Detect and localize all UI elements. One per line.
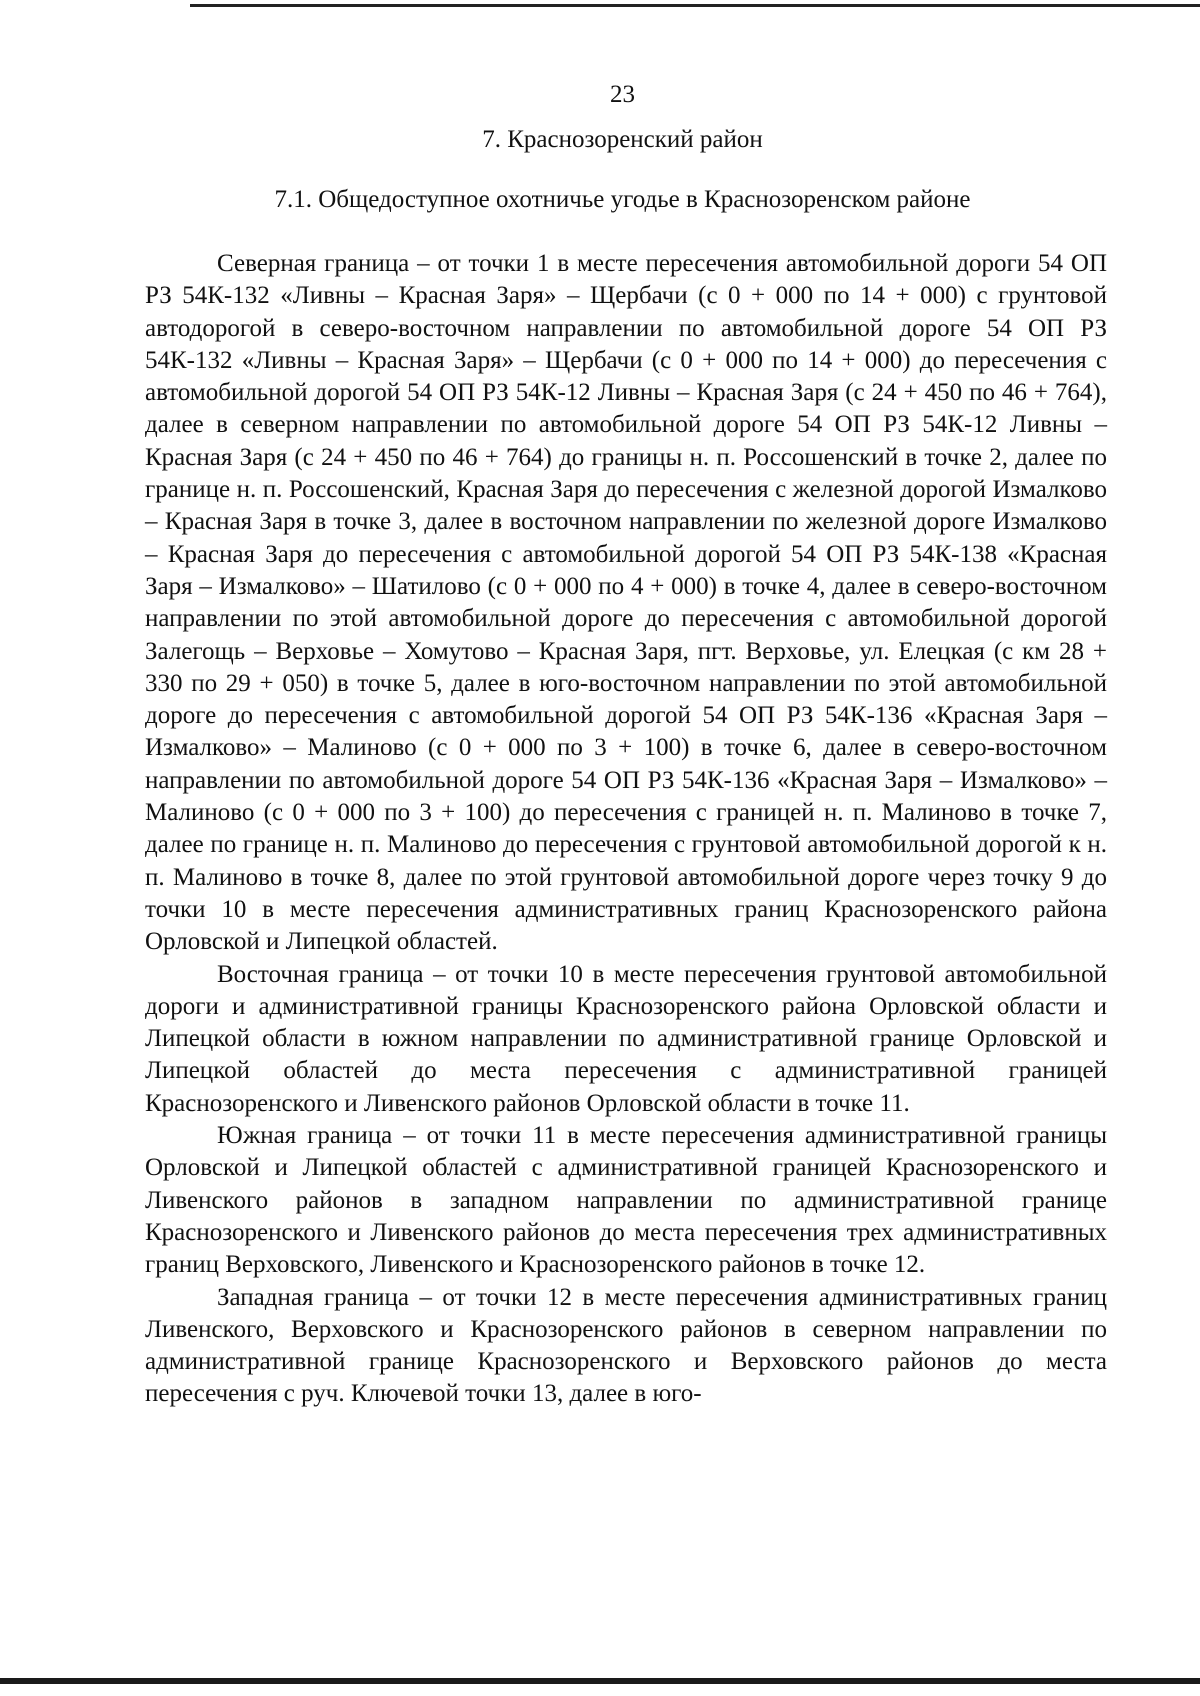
subsection-title: 7.1. Общедоступное охотничье угодье в Краснозоренском районе	[274, 186, 971, 213]
paragraph-north-border: Северная граница – от точки 1 в месте пересечения автомобильной дороги 54 ОП РЗ 54К-132 «Ливны – Красная Заря» – Щербачи (с 0 + 000 по 14 + 000) с грунтовой автодорогой в северо-восточном направлении по автомобильной дороге 54 ОП РЗ 54К-132 «Ливны – Красная Заря» – Щербачи (с 0 + 000 по 14 + 000) до пересечения с автомобильной дорогой 54 ОП РЗ 54К-12 Ливны – Красная Заря (с 24 + 450 по 46 + 764), далее в северном направлении по автомобильной дороге 54 ОП РЗ 54К-12 Ливны – Красная Заря (с 24 + 450 по 46 + 764) до границы н. п. Россошенский в точке 2, далее по границе н. п. Россошенский, Красная Заря до пересечения с железной дорогой Измалково – Красная Заря в точке 3, далее в восточном направлении по железной дороге Измалково – Красная Заря до пересечения с автомобильной дорогой 54 ОП РЗ 54К-138 «Красная Заря – Измалково» – Шатилово (с 0 + 000 по 4 + 000) в точке 4, далее в северо-восточном направлении по этой автомобильной дороге до пересечения с автомобильной дорогой Залегощь – Верховье – Хомутово – Красная Заря, пгт. Верховье, ул. Елецкая (с км 28 + 330 по 29 + 050) в точке 5, далее в юго-восточном направлении по этой автомобильной дороге до пересечения с автомобильной дорогой 54 ОП РЗ 54К-136 «Красная Заря – Измалково» – Малиново (с 0 + 000 по 3 + 100) в точке 6, далее в северо-восточном направлении по автомобильной дороге 54 ОП РЗ 54К-136 «Красная Заря – Измалково» – Малиново (с 0 + 000 по 3 + 100) до пересечения с границей н. п. Малиново в точке 7, далее по границе н. п. Малиново до пересечения с грунтовой автомобильной дорогой к н. п. Малиново в точке 8, далее по этой грунтовой автомобильной дороге через точку 9 до точки 10 в месте пересечения административных границ Краснозоренского района Орловской и Липецкой областей.	[145, 250, 1107, 956]
paragraph-east-border: Восточная граница – от точки 10 в месте пересечения грунтовой автомобильной дороги и административной границы Краснозоренского района Орловской области и Липецкой области в южном направлении по административной границе Орловской и Липецкой областей до места пересечения с административной границей Краснозоренского и Ливенского районов Орловской области в точке 11.	[145, 960, 1107, 1117]
paragraph-west-border: Западная граница – от точки 12 в месте пересечения административных границ Ливенского, Верховского и Краснозоренского районов в северном направлении по административной границе Краснозоренского и Верховского районов до места пересечения с руч. Ключевой точки 13, далее в юго-	[145, 1283, 1107, 1408]
document-body	[145, 248, 1107, 1411]
bottom-scan-rule	[0, 1678, 1200, 1684]
section-title: 7. Краснозоренский район	[482, 126, 763, 153]
paragraph-south-border: Южная граница – от точки 11 в месте пересечения административной границы Орловской и Липецкой областей с административной границей Краснозоренского и Ливенского районов в западном направлении по административной границе Краснозоренского и Ливенского районов до места пересечения трех административных границ Верховского, Ливенского и Краснозоренского районов в точке 12.	[145, 1122, 1107, 1279]
top-scan-rule	[190, 4, 1200, 7]
page-number: 23	[610, 81, 635, 108]
